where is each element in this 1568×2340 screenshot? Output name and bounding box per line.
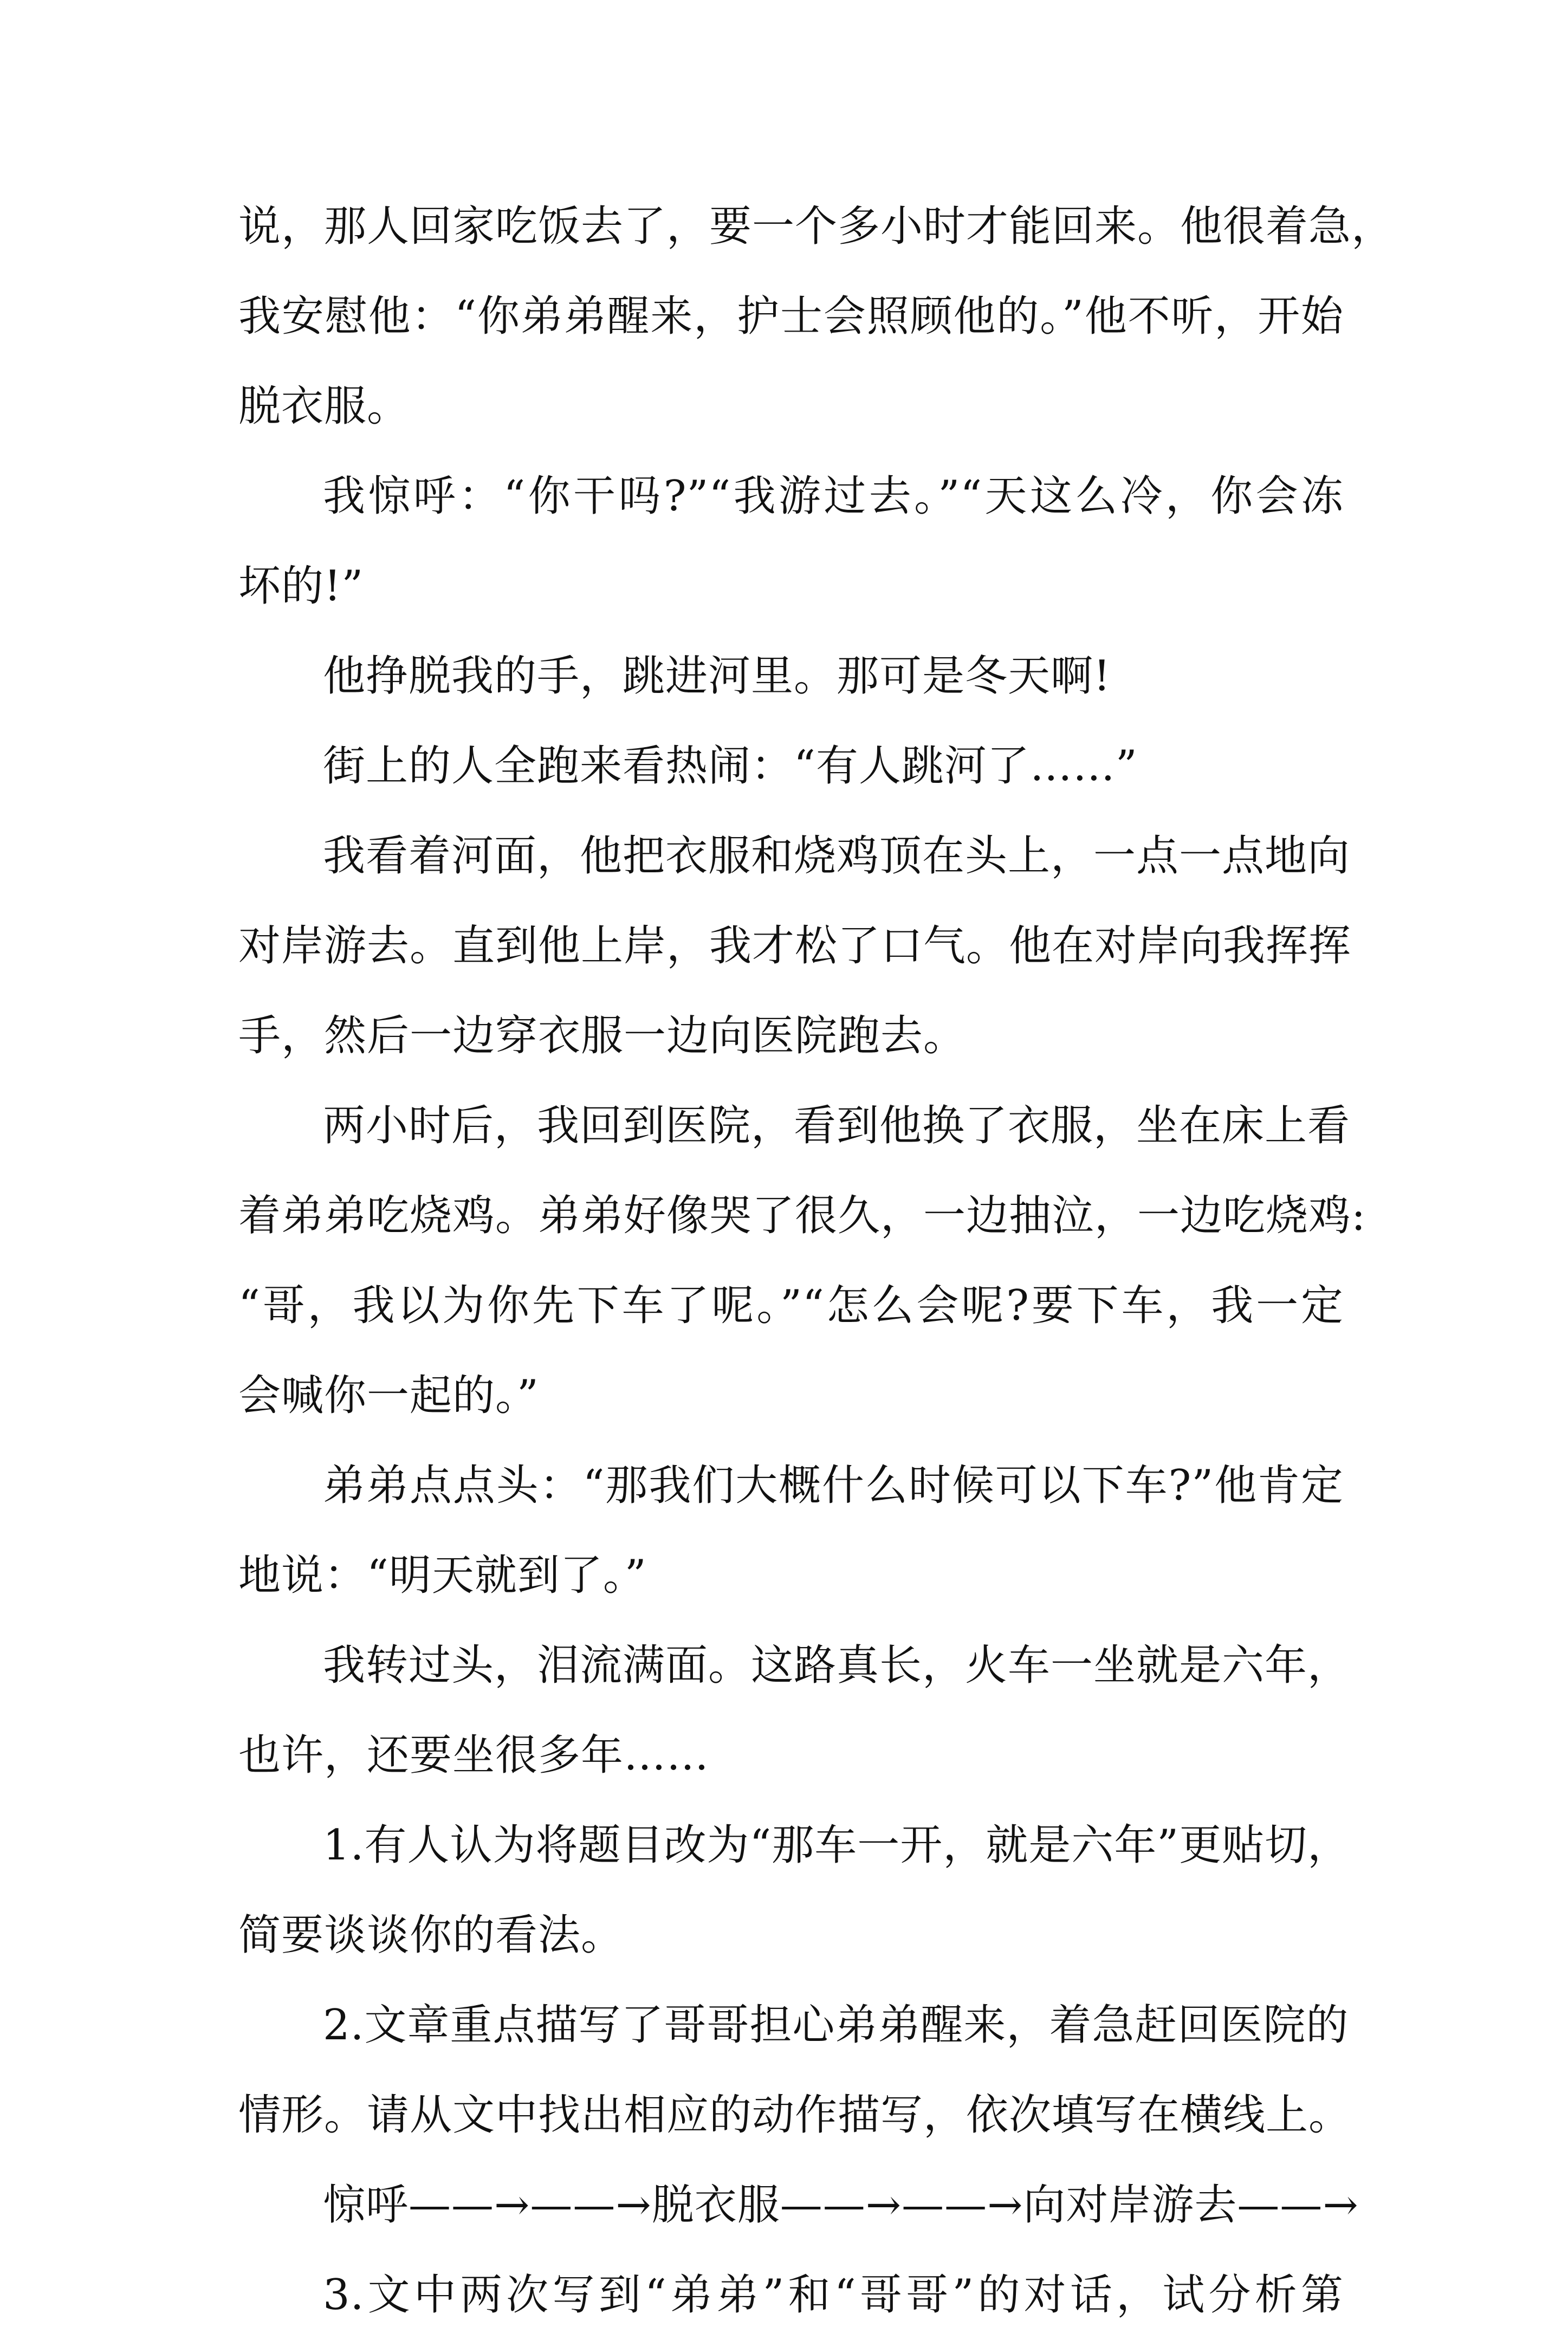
text-line: 脱衣服。 — [238, 382, 410, 431]
text-line: 地说：“明天就到了。” — [238, 1551, 647, 1600]
paragraph-start-line: 街上的人全跑来看热闹：“有人跳河了……” — [323, 742, 1138, 790]
question-line: 2.文章重点描写了哥哥担心弟弟醒来，着急赶回医院的 — [323, 2001, 1349, 2050]
paragraph-start-line: 他挣脱我的手，跳进河里。那可是冬天啊! — [323, 652, 1111, 701]
text-line: 着弟弟吃烧鸡。弟弟好像哭了很久，一边抽泣，一边吃烧鸡: — [238, 1191, 1366, 1240]
paragraph-start-line: 我看着河面，他把衣服和烧鸡顶在头上，一点一点地向 — [323, 832, 1351, 880]
question-line: 3.文中两次写到“弟弟”和“哥哥”的对话，试分析第 — [323, 2271, 1344, 2319]
question-line: 1.有人认为将题目改为“那车一开，就是六年”更贴切， — [323, 1821, 1351, 1870]
text-line: 坏的!” — [238, 562, 364, 611]
text-line: 简要谈谈你的看法。 — [238, 1911, 624, 1960]
text-line: 说，那人回家吃饭去了，要一个多小时才能回来。他很着急， — [238, 202, 1395, 251]
paragraph-start-line: 弟弟点点头：“那我们大概什么时候可以下车?”他肯定 — [323, 1461, 1344, 1510]
answer-arrow-line: 惊呼——→——→脱衣服——→——→向对岸游去——→ — [323, 2181, 1359, 2229]
text-line: 情形。请从文中找出相应的动作描写，依次填写在横线上。 — [238, 2091, 1352, 2140]
paragraph-start-line: 两小时后，我回到医院，看到他换了衣服，坐在床上看 — [323, 1101, 1351, 1150]
document-body — [238, 182, 1395, 2340]
text-line: 也许，还要坐很多年…… — [238, 1731, 710, 1780]
text-line: “哥，我以为你先下车了呢。”“怎么会呢?要下车，我一定 — [238, 1281, 1344, 1330]
paragraph-start-line: 我转过头，泪流满面。这路真长，火车一坐就是六年， — [323, 1641, 1351, 1690]
paragraph-start-line: 我惊呼：“你干吗?”“我游过去。”“天这么冷，你会冻 — [323, 472, 1344, 521]
text-line: 对岸游去。直到他上岸，我才松了口气。他在对岸向我挥挥 — [238, 922, 1352, 970]
text-line: 我安慰他：“你弟弟醒来，护士会照顾他的。”他不听，开始 — [238, 292, 1344, 341]
text-line: 手，然后一边穿衣服一边向医院跑去。 — [238, 1012, 967, 1060]
text-line: 会喊你一起的。” — [238, 1371, 539, 1420]
